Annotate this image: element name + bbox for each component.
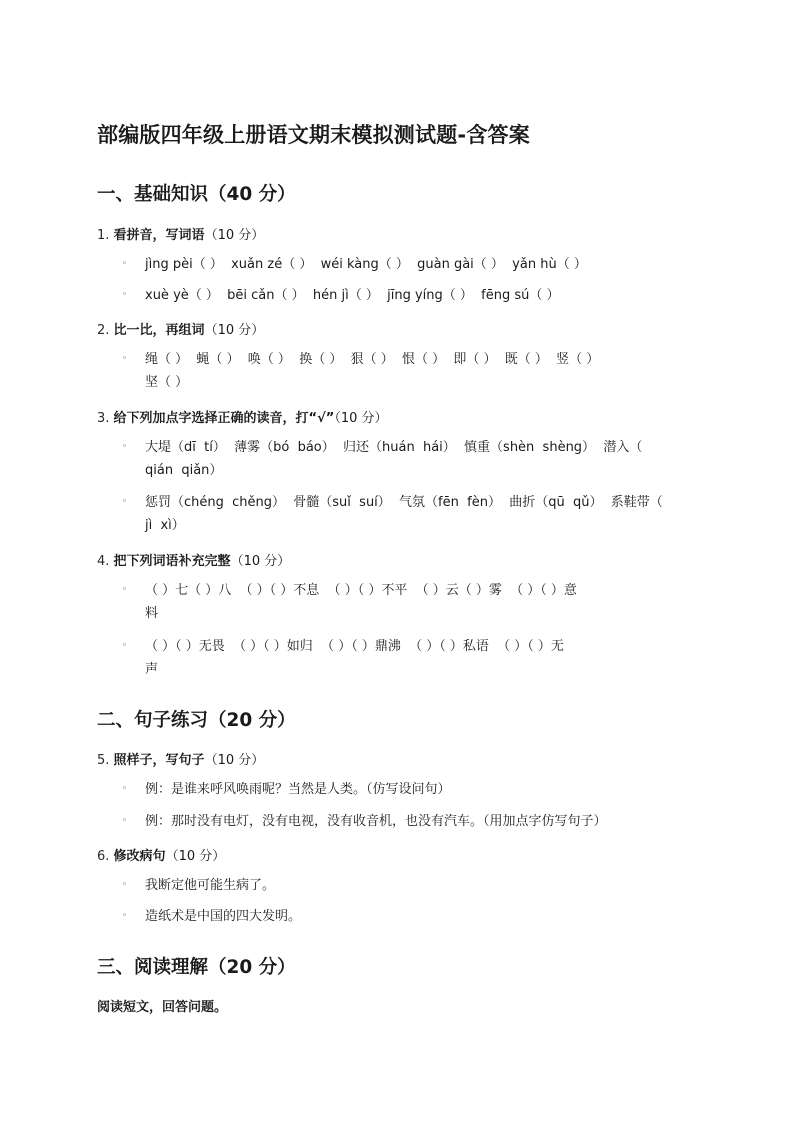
question-3 (97, 407, 388, 426)
question-4 (97, 550, 290, 569)
list-item-text: 我断定他可能生病了。 (145, 878, 276, 893)
question-number: 6. (97, 849, 110, 864)
list-item-text: 造纸术是中国的四大发明。 (145, 909, 302, 924)
list-item-text: （ ）（ ）无畏 （ ）（ ）如归 （ ）（ ）鼎沸 （ ）（ ）私语 （ ）（ ）无 声 (145, 639, 564, 677)
question-number: 4. (97, 554, 110, 569)
section-heading-sentence-practice: 二、句子练习（20 分） (97, 710, 296, 731)
list-item-text: jìng pèi（ ） xuǎn zé（ ） wéi kàng（ ） guàn gài（ ） yǎn hù（ ） (145, 257, 587, 272)
bullet-icon: ◦ (122, 442, 128, 452)
list-item-text: 例：是谁来呼风唤雨呢？当然是人类。（仿写设问句） (145, 782, 451, 797)
list-item-text: 惩罚（chéng chěng） 骨髓（suǐ suí） 气氛（fēn fèn） 曲折（qū qǔ） 系鞋带（ jì xì） (145, 495, 663, 533)
question-points: （10 分） (204, 228, 265, 243)
question-number: 5. (97, 753, 110, 768)
question-number: 1. (97, 228, 110, 243)
page-title: 部编版四年级上册语文期末模拟测试题-含答案 (97, 123, 530, 147)
bullet-icon: ◦ (122, 911, 128, 921)
bullet-icon: ◦ (122, 784, 128, 794)
bullet-icon: ◦ (122, 816, 128, 826)
question-number: 2. (97, 323, 110, 338)
bullet-icon: ◦ (122, 259, 128, 269)
question-points: （10 分） (204, 323, 265, 338)
question-points: （10 分） (165, 849, 226, 864)
bullet-icon: ◦ (122, 585, 128, 595)
question-points: （10 分） (204, 753, 265, 768)
question-2 (97, 319, 264, 338)
question-points: （10 分） (334, 411, 388, 426)
bullet-icon: ◦ (122, 290, 128, 300)
question-number: 3. (97, 411, 110, 426)
question-text: 修改病句 (113, 849, 166, 864)
question-text: 看拼音，写词语 (113, 228, 205, 243)
list-item-text: （ ）七（ ）八 （ ）（ ）不息 （ ）（ ）不平 （ ）云（ ）雾 （ ）（ ）意 料 (145, 583, 577, 621)
section-heading-basic-knowledge: 一、基础知识（40 分） (97, 184, 296, 205)
question-5 (97, 749, 264, 768)
list-item-text: 绳（ ） 蝇（ ） 唤（ ） 换（ ） 狠（ ） 恨（ ） 即（ ） 既（ ） 竖（ ） 坚（ ） (145, 352, 600, 390)
bullet-icon: ◦ (122, 880, 128, 890)
bullet-icon: ◦ (122, 641, 128, 651)
question-text: 比一比，再组词 (113, 323, 205, 338)
section-heading-reading: 三、阅读理解（20 分） (97, 957, 296, 978)
bullet-icon: ◦ (122, 354, 128, 364)
question-points: （10 分） (230, 554, 291, 569)
list-item-text: 例：那时没有电灯，没有电视，没有收音机，也没有汽车。（用加点字仿写句子） (145, 814, 607, 829)
reading-instruction: 阅读短文，回答问题。 (97, 1000, 228, 1015)
list-item-text: xuè yè（ ） bēi cǎn（ ） hén jì（ ） jīng yíng（ ） fēng sú（ ） (145, 288, 560, 303)
list-item-text: 大堤（dī tí） 薄雾（bó báo） 归还（huán hái） 慎重（shèn shèng） 潜入（ qián qiǎn） (145, 440, 643, 478)
bullet-icon: ◦ (122, 497, 128, 507)
question-1 (97, 224, 264, 243)
question-text: 把下列词语补充完整 (113, 554, 231, 569)
question-text: 给下列加点字选择正确的读音，打“√” (113, 411, 335, 426)
question-text: 照样子，写句子 (113, 753, 205, 768)
question-6 (97, 845, 225, 864)
